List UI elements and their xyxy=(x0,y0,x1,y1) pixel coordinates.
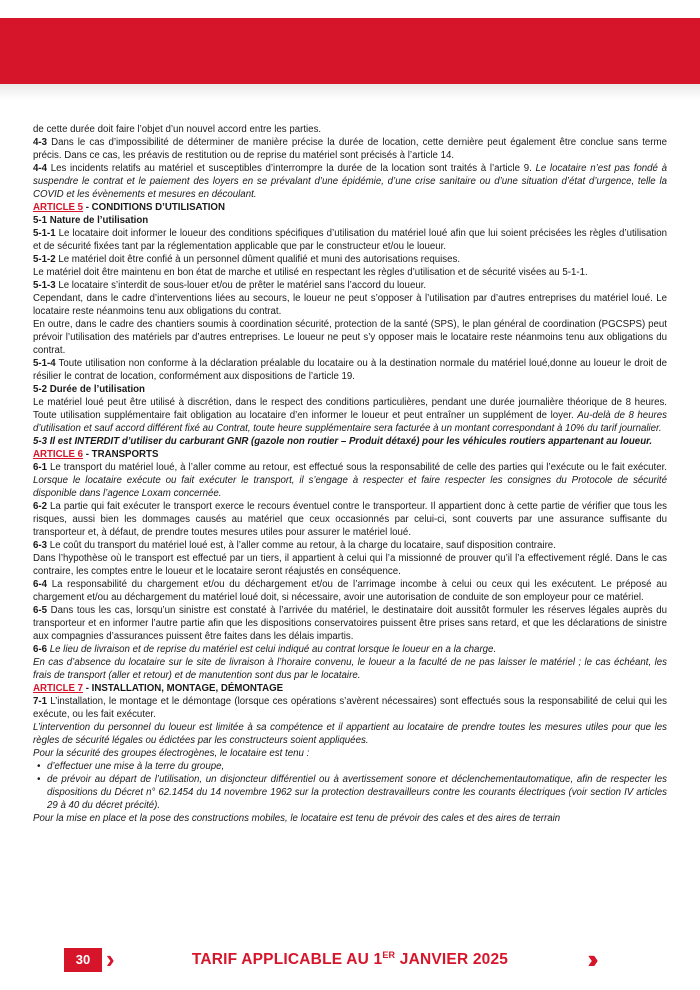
paragraph xyxy=(33,357,667,383)
clause-number: 4-3 xyxy=(33,137,48,148)
paragraph xyxy=(33,227,667,253)
paragraph xyxy=(33,578,667,604)
clause-italic-text: Le lieu de livraison et de reprise du matériel est celui indiqué au contrat lorsque le loueur en a la charge. xyxy=(47,644,497,655)
footer-title xyxy=(150,948,550,972)
paragraph xyxy=(33,461,667,500)
list-item: • de prévoir au départ de l’utilisation, un disjoncteur différentiel ou à avertissement sonore et déclenchementautomatique, afin de respecter les dispositions du Décret n° 62.1454 du 14 novembre 1962 sur la protection destravailleurs contre les courants électriques (voir section IV articles 29 à 40 du décret précité). xyxy=(47,773,667,812)
clause-number: 6-5 xyxy=(33,605,48,616)
clause-number: 6-1 xyxy=(33,462,48,473)
paragraph xyxy=(33,253,667,266)
paragraph xyxy=(33,136,667,162)
footer-title-sup: ER xyxy=(382,950,396,960)
paragraph: En outre, dans le cadre des chantiers soumis à coordination sécurité, protection de la santé (SPS), le plan général de coordination (PGCSPS) peut prévoir l’utilisation des matériels par d’autres entreprises. Le loueur ne peut s’y opposer mais le locataire reste néanmoins tenu aux obligations du contrat. xyxy=(33,319,667,356)
paragraph: Pour la sécurité des groupes électrogènes, le locataire est tenu : xyxy=(33,748,310,759)
section-heading: 5-2 Durée de l’utilisation xyxy=(33,384,145,395)
paragraph xyxy=(33,279,667,292)
article-label: ARTICLE 5 xyxy=(33,202,84,213)
article-label: ARTICLE 7 xyxy=(33,683,84,694)
clause-number: 7-1 xyxy=(33,696,48,707)
paragraph xyxy=(33,500,667,539)
paragraph: Cependant, dans le cadre d’interventions liées au secours, le loueur ne peut s’opposer à l’utilisation par d’autres entreprises du matériel loué. Le locataire reste néanmoins tenu aux obligations du contrat. xyxy=(33,293,667,317)
clause-text: Dans tous les cas, lorsqu’un sinistre est constaté à l’arrivée du matériel, le destinataire doit aussitôt formuler les réserves légales auprès du transporteur et en informer l’autre partie afin que les dispositions conservatoires puissent être prises sans retard, et que les déclarations de sinistre aux compagnies d’assurances puissent être faites dans les délais impartis. xyxy=(33,605,667,642)
paragraph: Le matériel doit être maintenu en bon état de marche et utilisé en respectant les règles d’utilisation et de sécurité visées au 5-1-1. xyxy=(33,267,588,278)
article-label: ARTICLE 6 xyxy=(33,449,84,460)
clause-italic-text: Au-delà de 8 heures d’utilisation et sauf accord différent fixé au Contrat, toute heure supplémentaire sera facturée à un montant correspondant à 10% du tarif journalier. xyxy=(33,410,667,434)
article-heading xyxy=(33,682,667,695)
clause-text: Toute utilisation non conforme à la déclaration préalable du locataire ou à la destination normale du matériel loué,donne au loueur le droit de résilier le contrat de location, conformément aux dispositions de l’article 19. xyxy=(33,358,667,382)
header-shadow xyxy=(0,84,700,100)
clause-text: Le coût du transport du matériel loué est, à l’aller comme au retour, à la charge du locataire, sauf disposition contraire. xyxy=(47,540,556,551)
clause-text: Le locataire doit informer le loueur des conditions spécifiques d’utilisation du matériel loué afin que lui soient précisées les règles d’utilisation et de sécurité fixées tant par la réglementation applicable que par le constructeur et/ou le loueur. xyxy=(33,228,667,252)
clause-number: 5-1-4 xyxy=(33,358,56,369)
paragraph xyxy=(33,604,667,643)
clause-text: L’installation, le montage et le démontage (lorsque ces opérations s’avèrent nécessaires) sont effectués sous la responsabilité de celui qui les exécute, ou les fait exécuter. xyxy=(33,696,667,720)
footer xyxy=(0,940,700,976)
clause-text: Le matériel loué peut être utilisé à discrétion, dans le respect des conditions particulières, pendant une durée journalière théorique de 8 heures. Toute utilisation supplémentaire fait obligation au locataire d’en informer le loueur et peut entraîner un supplément de loyer. xyxy=(33,397,667,421)
clause-text: La responsabilité du chargement et/ou du déchargement et/ou de l’arrimage incombe à celui ou ceux qui les exécutent. Le préposé au chargement et/ou au déchargement du matériel loué doit, si nécessaire, avoir une autorisation de conduite de son employeur pour ce matériel. xyxy=(33,579,667,603)
clause-number: 6-6 xyxy=(33,644,48,655)
clause-italic-text: Lorsque le locataire exécute ou fait exécuter le transport, il s’engage à respecter et faire respecter les consignes du Protocole de sécurité disponible dans l’agence Loxam concernée. xyxy=(33,475,667,499)
clause-italic-text: Le locataire n’est pas fondé à suspendre le contrat et le paiement des loyers en se prévalant d’une épidémie, d’une crise sanitaire ou d’une situation d’état d’urgence, telle la COVID et les évènements et mesures en découlant. xyxy=(33,163,668,200)
document-body xyxy=(33,123,667,825)
article-title: - CONDITIONS D’UTILISATION xyxy=(83,202,225,213)
clause-number: 5-1-1 xyxy=(33,228,56,239)
warning-paragraph: 5-3 Il est INTERDIT d’utiliser du carburant GNR (gazole non routier – Produit détaxé) pour les véhicules routiers appartenant au loueur. xyxy=(33,436,653,447)
paragraph xyxy=(33,396,667,435)
paragraph: Pour la mise en place et la pose des constructions mobiles, le locataire est tenu de prévoir des cales et des aires de terrain xyxy=(33,813,561,824)
paragraph xyxy=(33,695,667,721)
clause-text: Dans le cas d’impossibilité de déterminer de manière précise la durée de location, cette dernière peut également être conclue sans terme précis. Dans ce cas, les préavis de restitution ou de reprise du matériel sont précisés à l’article 14. xyxy=(33,137,667,161)
paragraph xyxy=(33,539,667,552)
paragraph: L’intervention du personnel du loueur est limitée à sa compétence et il appartient au locataire de prendre toutes les mesures utiles pour que les règles de sécurité légales ou édictées par les constructeurs soient appliquées. xyxy=(33,722,667,746)
section-heading: 5-1 Nature de l’utilisation xyxy=(33,215,149,226)
clause-number: 6-3 xyxy=(33,540,48,551)
clause-number: 6-2 xyxy=(33,501,48,512)
header-red-bar xyxy=(0,18,700,84)
paragraph xyxy=(33,643,667,656)
clause-number: 5-1-2 xyxy=(33,254,56,265)
article-heading xyxy=(33,448,667,461)
clause-number: 6-4 xyxy=(33,579,48,590)
list-item: • d’effectuer une mise à la terre du groupe, xyxy=(47,760,667,773)
footer-title-main: TARIF APPLICABLE AU 1 xyxy=(191,951,383,968)
clause-text: Le transport du matériel loué, à l’aller comme au retour, est effectué sous la responsabilité de celle des parties qui l’exécute ou le fait exécuter. xyxy=(47,462,667,473)
article-title: - TRANSPORTS xyxy=(83,449,159,460)
page-number: 30 xyxy=(64,948,102,972)
clause-text: Le matériel doit être confié à un personnel dûment qualifié et muni des autorisations requises. xyxy=(55,254,461,265)
clause-number: 4-4 xyxy=(33,163,48,174)
clause-text: Les incidents relatifs au matériel et susceptibles d’interrompre la durée de la location sont traités à l’article 9. xyxy=(47,163,536,174)
clause-text: Le locataire s’interdit de sous-louer et/ou de prêter le matériel sans l’accord du loueur. xyxy=(55,280,427,291)
clause-number: 5-1-3 xyxy=(33,280,56,291)
footer-title-end: JANVIER 2025 xyxy=(395,951,509,968)
paragraph: de cette durée doit faire l’objet d’un nouvel accord entre les parties. xyxy=(33,124,322,135)
paragraph xyxy=(33,162,667,201)
header-band xyxy=(0,0,700,106)
paragraph: En cas d’absence du locataire sur le site de livraison à l’horaire convenu, le loueur a la faculté de ne pas laisser le matériel ; le cas échéant, les frais de transport (aller et retour) et de manutention sont dus par le locataire. xyxy=(33,657,667,681)
bullet-list xyxy=(33,760,667,812)
clause-text: La partie qui fait exécuter le transport exerce le recours éventuel contre le transporteur. Il appartient donc à cette partie de vérifier que tous les risques, aussi bien les dommages causés au matériel que ceux occasionnés par celui-ci, sont couverts par une assurance suffisante du transporteur et, à défaut, de prendre toutes mesures utiles pour assurer le matériel loué. xyxy=(33,501,667,538)
paragraph: Dans l’hypothèse où le transport est effectué par un tiers, il appartient à celui qui l’a missionné de prouver qu’il l’a effectivement réglé. Dans le cas contraire, les comptes entre le loueur et le locataire seront réajustés en conséquence. xyxy=(33,553,667,577)
article-title: - INSTALLATION, MONTAGE, DÉMONTAGE xyxy=(83,683,284,694)
article-heading xyxy=(33,201,667,214)
